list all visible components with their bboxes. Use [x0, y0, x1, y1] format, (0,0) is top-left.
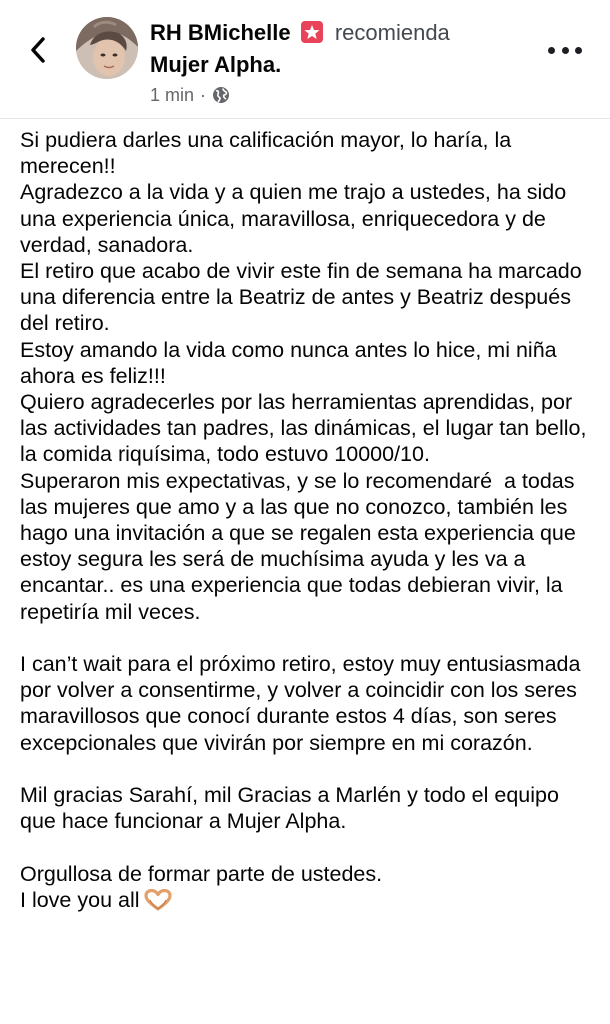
post-text: [20, 127, 600, 913]
author-name[interactable]: RH BMichelle: [150, 20, 291, 45]
post-paragraph: Si pudiera darles una calificación mayor, lo haría, la merecen!!: [20, 128, 518, 179]
chevron-left-icon: [28, 35, 48, 65]
post-meta: [150, 84, 230, 106]
more-dot: [562, 47, 569, 54]
action-text: recomienda: [334, 20, 450, 45]
globe-icon: [212, 86, 230, 104]
post-paragraph: Superaron mis expectativas, y se lo recomendaré a todas las mujeres que amo y a las que no conozco, también les hago una invitación a que se regalen esta experiencia que estoy segura les será de muchísima ayuda y les va a encantar.. es una experiencia que todas debieran vivir, la repetiría mil veces.: [20, 468, 582, 624]
star-badge-icon: [301, 21, 323, 43]
more-dot: [575, 47, 582, 54]
paragraph-gap: [20, 756, 600, 782]
post-paragraph: I can’t wait para el próximo retiro, estoy muy entusiasmada por volver a consentirme, y volver a coincidir con los seres maravillosos que conocí durante estos 4 días, son seres excepcionales que vivirán por siempre en mi corazón.: [20, 652, 587, 755]
post-paragraph: El retiro que acabo de vivir este fin de semana ha marcado una diferencia entre la Beatriz de antes y Beatriz después del retiro.: [20, 259, 588, 336]
paragraph-gap: [20, 834, 600, 860]
more-options-button[interactable]: [548, 40, 582, 60]
closing-text: I love you all: [20, 887, 140, 912]
post-header: [0, 0, 610, 118]
post-paragraph: Quiero agradecerles por las herramientas aprendidas, por las actividades tan padres, las dinámicas, el lugar tan bello, la comida riquísima, todo estuvo 10000/10.: [20, 390, 593, 467]
timestamp[interactable]: 1 min: [150, 85, 195, 105]
author-line: [150, 18, 450, 48]
paragraph-gap: [20, 625, 600, 651]
post-closing: [20, 887, 600, 913]
post-paragraph: Mil gracias Sarahí, mil Gracias a Marlén y todo el equipo que hace funcionar a Mujer Alpha.: [20, 783, 565, 834]
back-button[interactable]: [22, 30, 54, 70]
post-paragraph: Orgullosa de formar parte de ustedes.: [20, 861, 383, 886]
avatar[interactable]: [76, 17, 138, 79]
post-paragraph: Agradezco a la vida y a quien me trajo a ustedes, ha sido una experiencia única, maravillosa, enriquecedora y de verdad, sanadora.: [20, 180, 573, 257]
more-horizontal-icon: [548, 47, 555, 54]
recommended-page-name[interactable]: Mujer Alpha.: [150, 52, 282, 77]
meta-separator: ·: [200, 85, 207, 105]
heart-hands-icon: [144, 889, 172, 911]
header-divider: [0, 118, 610, 119]
post-paragraph: Estoy amando la vida como nunca antes lo hice, mi niña ahora es feliz!!!: [20, 337, 563, 388]
